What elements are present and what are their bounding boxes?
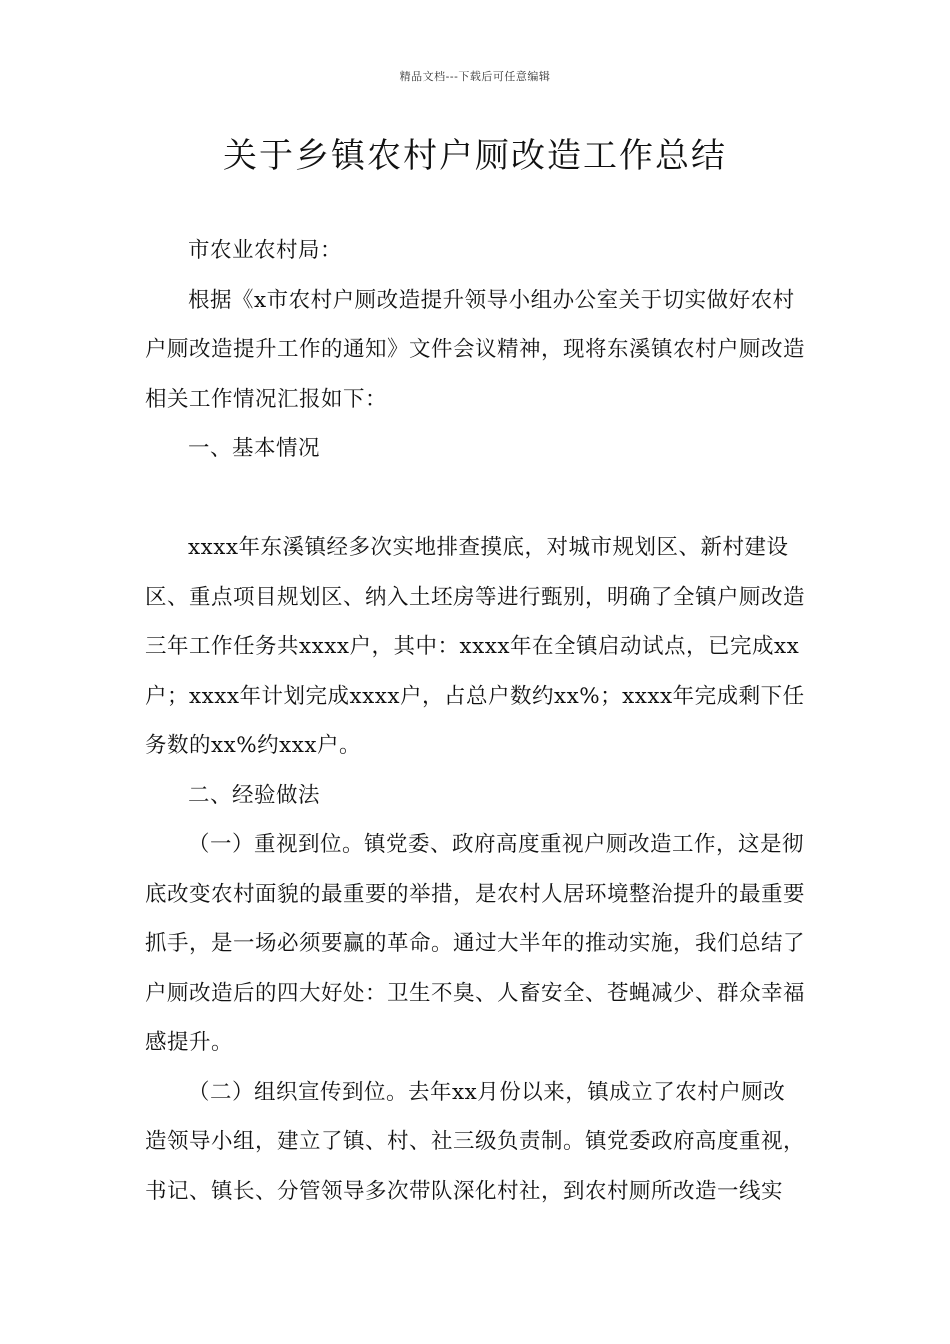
document-title: 关于乡镇农村户厕改造工作总结	[223, 136, 727, 176]
blank-line	[145, 474, 805, 524]
experience-item-2: （二）组织宣传到位。去年xx月份以来，镇成立了农村户厕改造领导小组，建立了镇、村、社三级负责制。镇党委政府高度重视，书记、镇长、分管领导多次带队深化村社，到农村厕所改造一线实	[145, 1079, 806, 1204]
page-header-note: 精品文档---下载后可任意编辑	[399, 70, 551, 83]
section-heading-experience: 二、经验做法	[188, 782, 321, 808]
document-body	[145, 226, 805, 1216]
intro-paragraph: 根据《x市农村户厕改造提升领导小组办公室关于切实做好农村户厕改造提升工作的通知》文件会议精神，现将东溪镇农村户厕改造相关工作情况汇报如下：	[145, 287, 806, 412]
section-heading-basic: 一、基本情况	[188, 436, 321, 461]
experience-item-1: （一）重视到位。镇党委、政府高度重视户厕改造工作，这是彻底改变农村面貌的最重要的举措，是农村人居环境整治提升的最重要抓手，是一场必须要赢的革命。通过大半年的推动实施，我们总结了户厕改造后的四大好处：卫生不臭、人畜安全、苍蝇减少、群众幸福感提升。	[145, 832, 806, 1055]
salutation: 市农业农村局：	[188, 238, 343, 263]
basic-situation-paragraph: xxxx年东溪镇经多次实地排查摸底，对城市规划区、新村建设区、重点项目规划区、纳入土坯房等进行甄别，明确了全镇户厕改造三年工作任务共xxxx户，其中：xxxx年在全镇启动试点，已完成xx户；xxxx年计划完成xxxx户，占总户数约xx%；xxxx年完成剩下任务数的xx%约xxx户。	[145, 535, 806, 758]
